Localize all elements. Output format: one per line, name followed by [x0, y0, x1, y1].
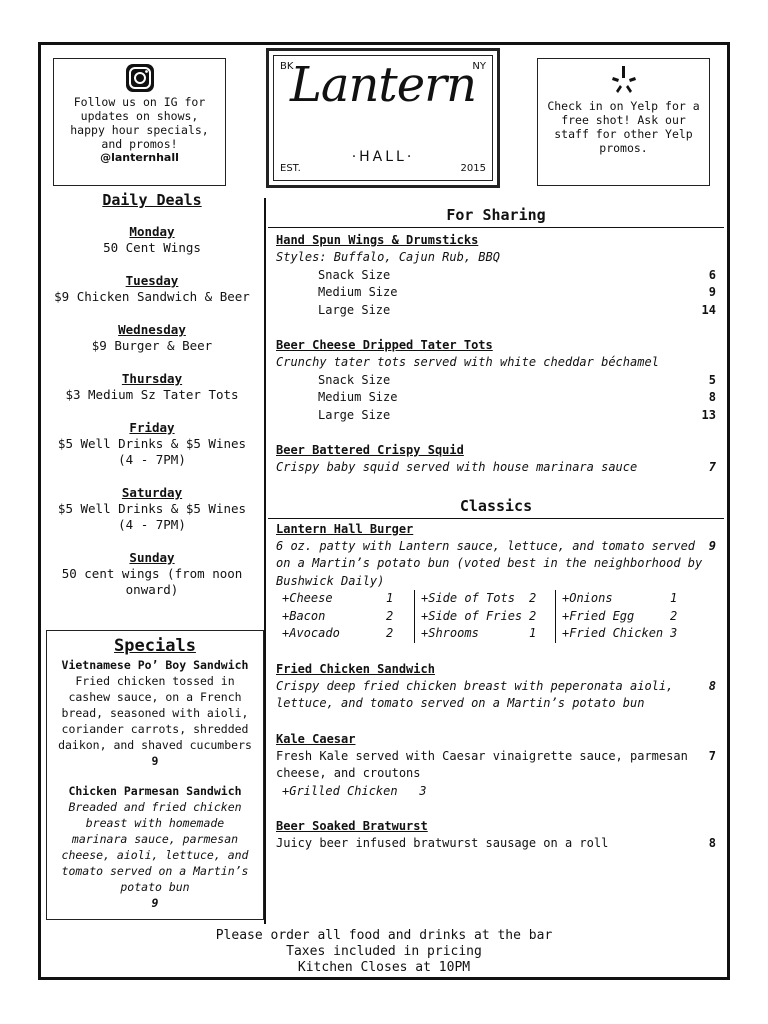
addon-price: 3 — [419, 783, 427, 798]
deal-text: 50 Cent Wings — [103, 240, 201, 255]
addon-name: +Side of Tots — [415, 590, 530, 608]
logo-inner-border — [273, 55, 493, 181]
instagram-text-4: and promos! — [101, 137, 178, 151]
addon-name: +Bacon — [282, 608, 326, 623]
special-desc-line: marinara sauce, parmesan — [71, 832, 239, 846]
item-price: 7 — [708, 460, 716, 474]
addon-row — [282, 608, 681, 626]
item-desc-line: lettuce, and tomato served on a Martin’s potato bun — [276, 696, 645, 710]
item-price: 9 — [708, 538, 716, 553]
yelp-text-2: free shot! Ask our — [561, 113, 686, 127]
instagram-handle[interactable]: @lanternhall — [100, 151, 179, 164]
deal-day: Monday — [129, 224, 175, 239]
size-row — [276, 407, 724, 425]
instagram-text-3: happy hour specials, — [70, 123, 209, 137]
spacer — [47, 769, 263, 783]
instagram-promo-box — [53, 58, 226, 186]
size-label: Medium Size — [318, 285, 398, 299]
yelp-text-3: staff for other Yelp — [554, 127, 693, 141]
item-desc-text: Crispy baby squid served with house marinara sauce — [276, 460, 638, 474]
item-desc — [276, 459, 724, 477]
size-price: 13 — [701, 407, 716, 422]
item-desc-text: 6 oz. patty with Lantern sauce, lettuce, and tomato served — [276, 538, 696, 553]
menu-item-fried-chicken — [276, 661, 724, 713]
deal-day: Tuesday — [125, 273, 179, 288]
size-label: Medium Size — [318, 390, 398, 404]
deal-text: $9 Burger & Beer — [91, 338, 213, 353]
size-price: 14 — [701, 302, 716, 317]
special-desc-line: breast with homemade — [85, 816, 225, 830]
yelp-text-4: promos. — [599, 141, 648, 155]
deal-tuesday — [42, 273, 262, 305]
menu-item-squid — [276, 442, 724, 477]
deal-day: Saturday — [121, 485, 183, 500]
addon-price: 1 — [386, 591, 394, 605]
special-desc-line: cheese, aioli, lettuce, and — [61, 848, 249, 862]
deal-text: 50 cent wings (from noon — [61, 566, 243, 581]
special-desc-line: cashew sauce, on a French — [68, 690, 242, 704]
menu-item-kale-caesar — [276, 731, 724, 801]
addon-price: 2 — [529, 591, 537, 605]
item-desc-line: Bushwick Daily) — [276, 573, 385, 588]
addon-name: +Fried Chicken — [556, 625, 671, 643]
deal-monday — [42, 224, 262, 256]
menu-footer — [0, 928, 768, 976]
size-label: Snack Size — [318, 372, 391, 387]
size-row — [276, 267, 724, 285]
footer-line: Taxes included in pricing — [286, 944, 482, 959]
menu-item-tater-tots — [276, 337, 724, 424]
special-desc-line: Breaded and fried chicken — [68, 800, 242, 814]
addon-name: +Grilled Chicken — [282, 783, 398, 798]
logo-hall-text: ·HALL· — [351, 149, 415, 165]
item-desc-line — [276, 835, 724, 853]
special-desc-line: daikon, and shaved cucumbers — [58, 738, 252, 752]
deal-text: $3 Medium Sz Tater Tots — [65, 387, 239, 402]
addon-price: 2 — [386, 626, 394, 640]
addon-price: 3 — [670, 626, 678, 640]
logo-corner-bk: BK — [280, 61, 294, 72]
special-desc-line: Fried chicken tossed in — [75, 674, 235, 688]
size-label: Large Size — [318, 302, 391, 317]
size-price: 9 — [708, 285, 716, 299]
addon-name: +Avocado — [282, 626, 340, 640]
item-price: 7 — [708, 748, 716, 763]
footer-line: Please order all food and drinks at the bar — [215, 928, 553, 943]
menu-right-column — [276, 206, 724, 853]
item-desc: Crunchy tater tots served with white cheddar béchamel — [276, 355, 659, 369]
column-divider — [264, 198, 266, 924]
logo-corner-ny: NY — [472, 61, 486, 72]
special-name: Vietnamese Po’ Boy Sandwich — [61, 658, 249, 672]
logo-corner-year: 2015 — [460, 163, 486, 174]
deal-text: $9 Chicken Sandwich & Beer — [54, 289, 250, 304]
item-desc: Styles: Buffalo, Cajun Rub, BBQ — [276, 250, 500, 264]
addon-name: +Cheese — [282, 591, 333, 605]
special-price: 9 — [151, 896, 159, 910]
addon-name: +Onions — [556, 590, 671, 608]
deal-wednesday — [42, 322, 262, 354]
special-desc-line: coriander carrots, shredded — [61, 722, 249, 736]
size-row — [276, 284, 724, 302]
addon-name: +Fried Egg — [556, 608, 671, 626]
item-desc-line — [276, 678, 724, 696]
item-price: 8 — [708, 678, 716, 693]
deal-text: $5 Well Drinks & $5 Wines — [57, 436, 247, 451]
footer-line: Kitchen Closes at 10PM — [297, 960, 471, 975]
addon-price: 1 — [670, 591, 678, 605]
addon-name: +Shrooms — [415, 625, 530, 643]
deal-text: (4 - 7PM) — [118, 452, 186, 467]
burger-addons-table — [282, 590, 681, 643]
special-desc-line: bread, seasoned with aioli, — [61, 706, 249, 720]
addon-name: +Side of Fries — [415, 608, 530, 626]
logo-script-text: Lantern — [290, 57, 476, 113]
item-title: Beer Cheese Dripped Tater Tots — [276, 338, 493, 352]
size-label: Large Size — [318, 407, 391, 422]
deal-friday — [42, 420, 262, 468]
item-desc-line: cheese, and croutons — [276, 766, 421, 780]
special-name: Chicken Parmesan Sandwich — [68, 784, 242, 798]
size-label: Snack Size — [318, 267, 391, 282]
special-desc-line: tomato served on a Martin’s — [61, 864, 249, 878]
item-desc-text: Crispy deep fried chicken breast with peperonata aioli, — [276, 678, 674, 693]
item-title: Beer Battered Crispy Squid — [276, 443, 464, 457]
item-desc-line: on a Martin’s potato bun (voted best in the neighborhood by — [276, 556, 703, 570]
item-desc-line — [276, 538, 724, 556]
deal-sunday — [42, 550, 262, 598]
deal-day: Friday — [129, 420, 175, 435]
size-price: 6 — [708, 267, 716, 282]
addon-price: 2 — [670, 608, 678, 623]
item-desc-line — [276, 748, 724, 766]
deal-text: (4 - 7PM) — [118, 517, 186, 532]
yelp-icon — [611, 65, 637, 95]
instagram-text-1: Follow us on IG for — [73, 95, 206, 109]
yelp-text-1: Check in on Yelp for a — [547, 99, 700, 113]
menu-item-wings — [276, 232, 724, 319]
specials-box — [46, 630, 264, 920]
logo-corner-est: EST. — [280, 163, 301, 174]
deal-text: onward) — [125, 582, 179, 597]
item-desc-text: Fresh Kale served with Caesar vinaigrette sauce, parmesan — [276, 748, 688, 763]
size-row — [276, 372, 724, 390]
size-price: 5 — [708, 372, 716, 387]
addon-price: 2 — [529, 608, 537, 623]
daily-deals-title: Daily Deals — [102, 191, 202, 209]
item-title: Kale Caesar — [276, 731, 356, 746]
lantern-hall-logo — [266, 48, 500, 188]
instagram-text-2: updates on shows, — [80, 109, 199, 123]
item-price: 8 — [708, 836, 716, 850]
menu-item-bratwurst — [276, 818, 724, 853]
kale-addon — [276, 783, 724, 801]
size-row — [276, 302, 724, 320]
deal-day: Sunday — [129, 550, 175, 565]
item-title: Lantern Hall Burger — [276, 521, 414, 536]
deal-thursday — [42, 371, 262, 403]
specials-title: Specials — [114, 636, 196, 656]
addon-price: 2 — [386, 608, 394, 623]
special-desc-line: potato bun — [120, 880, 190, 894]
addon-price: 1 — [529, 626, 537, 640]
size-row — [276, 389, 724, 407]
deal-day: Wednesday — [118, 322, 186, 337]
deal-day: Thursday — [121, 371, 183, 386]
addon-row — [282, 590, 681, 608]
yelp-promo-box — [537, 58, 710, 186]
size-price: 8 — [708, 390, 716, 404]
instagram-icon — [125, 63, 155, 93]
for-sharing-heading: For Sharing — [268, 206, 724, 228]
daily-deals-section — [42, 190, 262, 615]
classics-heading: Classics — [268, 497, 724, 519]
special-price: 9 — [151, 754, 159, 768]
item-title: Hand Spun Wings & Drumsticks — [276, 233, 479, 247]
item-title: Fried Chicken Sandwich — [276, 661, 435, 676]
deal-text: $5 Well Drinks & $5 Wines — [57, 501, 247, 516]
addon-row — [282, 625, 681, 643]
item-desc-text: Juicy beer infused bratwurst sausage on a roll — [276, 836, 609, 850]
item-title: Beer Soaked Bratwurst — [276, 819, 428, 833]
menu-item-burger — [276, 521, 724, 643]
deal-saturday — [42, 485, 262, 533]
